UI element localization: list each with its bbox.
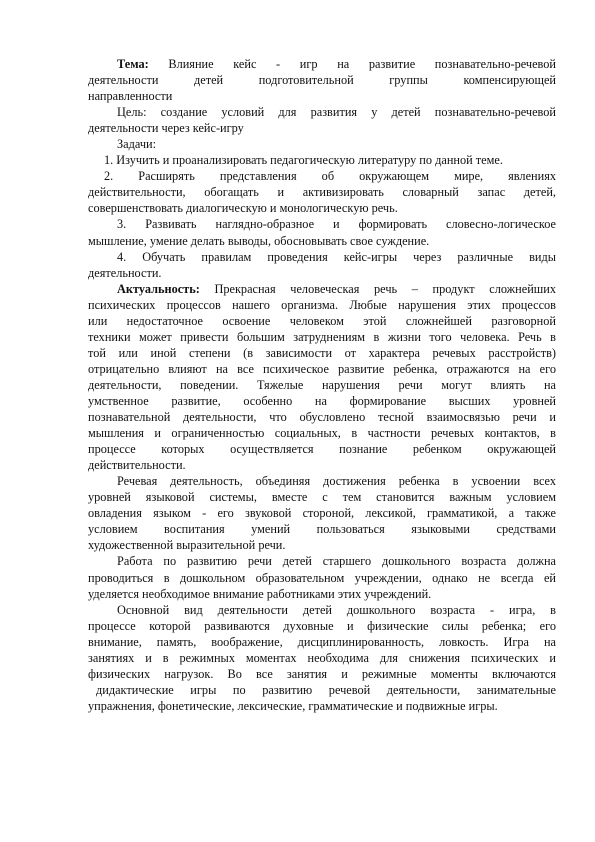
goal-line-2: деятельности через кейс-игру [88, 121, 244, 136]
relevance-line: той или иной степени (в зависимости от характера речевых расстройств) [88, 345, 556, 360]
main-line: Основной вид деятельности детей дошкольного возраста - игра, в [117, 602, 556, 617]
relevance-text: Прекрасная человеческая речь – продукт сложнейших [214, 281, 556, 296]
task-2-line-3: совершенствовать диалогическую и монологическую речь. [88, 201, 398, 216]
task-3-line-2: мышление, умение делать выводы, обосновывать свое суждение. [88, 233, 430, 248]
document-body [88, 56, 556, 714]
speech-line: условием воспитания умений пользоваться языковыми средствами [88, 522, 556, 537]
relevance-line: познавательной деятельности, что обусловлено тесной взаимосвязью речи и [88, 410, 556, 425]
work-line: уделяется необходимое внимание работниками этих учреждений. [88, 586, 432, 601]
main-line: процессе которой развиваются духовные и физические силы ребенка; его [88, 618, 556, 633]
topic-label: Тема: [117, 57, 149, 71]
speech-activity-paragraph [88, 473, 556, 553]
speech-line: Речевая деятельность, объединяя достижения ребенка в усвоении всех [117, 474, 556, 489]
goal-text: создание условий для развития у детей познавательно-речевой [160, 105, 556, 120]
topic-paragraph [88, 56, 556, 104]
relevance-line: психических процессов нашего организма. Любые нарушения этих процессов [88, 297, 556, 312]
speech-line: художественной выразительной речи. [88, 538, 286, 553]
goal-line-1 [88, 104, 556, 120]
speech-line: овладения языком - его звуковой стороной, лексикой, грамматикой, а также [88, 506, 556, 521]
topic-line-1 [88, 56, 556, 72]
topic-line-2: деятельности детей подготовительной группы компенсирующей [88, 73, 556, 88]
relevance-line: техники может привести большим затруднениям в жизни того человека. Речь в [88, 329, 556, 344]
work-paragraph [88, 553, 556, 601]
tasks-heading: Задачи: [117, 137, 157, 152]
main-line: занятиях и в режимных моментах необходима для снижения психических и [88, 650, 556, 665]
topic-text: Влияние кейс - игр на развитие познавательно-речевой [168, 57, 556, 71]
relevance-paragraph [88, 281, 556, 474]
task-2-line-1: 2. Расширять представления об окружающем мире, явлениях [104, 169, 556, 184]
relevance-line: деятельности, поведении. Тяжелые нарушения речи могут влиять на [88, 377, 556, 392]
main-line: упражнения, фонетические, лексические, грамматические и подвижные игры. [88, 698, 498, 713]
topic-line-3: направленности [88, 89, 173, 104]
relevance-line: или недостаточное освоение человеком этой сложнейшей разговорной [88, 313, 556, 328]
task-4-line-2: деятельности. [88, 265, 162, 280]
relevance-line: процессе которых осуществляется познание ребенком окружающей [88, 442, 556, 457]
task-1: 1. Изучить и проанализировать педагогическую литературу по данной теме. [104, 153, 503, 168]
relevance-line: действительности. [88, 458, 186, 473]
main-line: физических нагрузок. Во все занятия и режимные моменты включаются [88, 666, 556, 681]
main-line: внимание, память, воображение, дисциплинированность, ловкость. Игра на [88, 634, 556, 649]
work-line: проводиться в дошкольном образовательном учреждении, однако не всегда ей [88, 570, 556, 585]
relevance-line-1 [88, 281, 556, 297]
main-line: дидактические игры по развитию речевой деятельности, занимательные [96, 682, 556, 697]
goal-paragraph [88, 104, 556, 136]
relevance-line: умственное развитие, особенно на формирование высших уровней [88, 393, 556, 408]
task-4-line-1: 4. Обучать правилам проведения кейс-игры через различные виды [117, 249, 556, 264]
relevance-line: мышления и ограниченностью социальных, в частности речевых контактов, в [88, 426, 556, 441]
tasks-section [88, 136, 556, 280]
goal-label: Цель: [117, 105, 147, 120]
task-3-line-1: 3. Развивать наглядно-образное и формировать словесно-логическое [117, 217, 556, 232]
task-2-line-2: действительности, обогащать и активизировать словарный запас детей, [88, 185, 556, 200]
speech-line: уровней языковой системы, вместе с тем становится важным условием [88, 490, 556, 505]
main-activity-paragraph [88, 602, 556, 714]
work-line: Работа по развитию речи детей старшего дошкольного возраста должна [117, 554, 556, 569]
relevance-line: отрицательно влияют на все психическое развитие ребенка, отражаются на его [88, 361, 556, 376]
relevance-label: Актуальность: [117, 281, 200, 296]
